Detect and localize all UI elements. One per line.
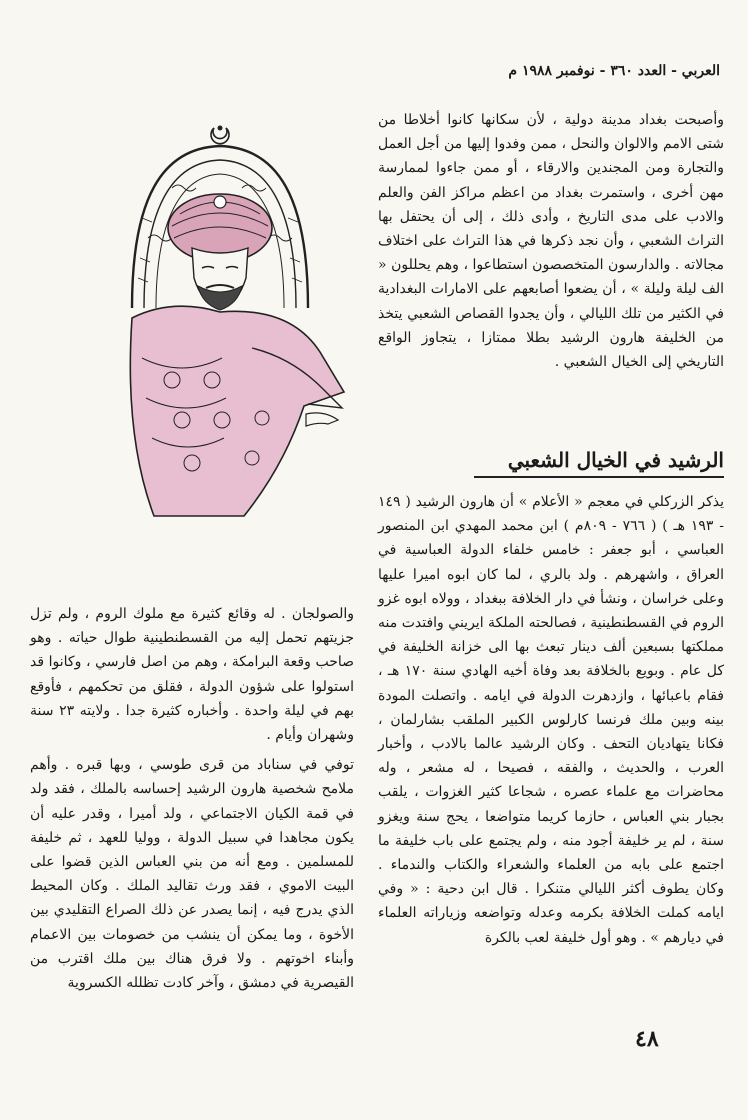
page-number: ٤٨: [635, 1026, 659, 1052]
left-column: [30, 602, 354, 995]
robe: [130, 306, 344, 516]
intro-paragraph: وأصبحت بغداد مدينة دولية ، لأن سكانها كانوا أخلاطا من شتى الامم والالوان والنحل ، ممن وفدوا إليها من أجل العمل والتجارة ومن المجندين والارقاء ، أو ممن جاءوا لممارسة مهن أخرى ، واستمرت بغداد من اعظم مراكز الفن والعلم والادب على مدى التاريخ ، وأدى ذلك ، إلى أن يحتفل بها التراث الشعبي ، وأن نجد ذكرها في هذا التراث على اختلاف مجالاته . والدارسون المتخصصون استطاعوا ، وهم يحللون « الف ليلة وليلة » ، أن يضعوا أصابعهم على الامارات البغدادية في الكثير من تلك الليالي ، وأن يجدوا القصاص الشعبي يتخذ من الخليفة هارون الرشيد بطلا ممتازا ، يتجاوز الواقع التاريخي إلى الخيال الشعبي .: [378, 112, 724, 371]
right-column: [378, 490, 724, 950]
crescent-icon: [211, 126, 229, 144]
pointing-hand-icon: [306, 413, 338, 426]
section-paragraph: يذكر الزركلي في معجم « الأعلام » أن هارون الرشيد ( ١٤٩ - ١٩٣ هـ ) ( ٧٦٦ - ٨٠٩م ) ابن محمد المهدي ابن المنصور العباسي ، أبو جعفر : خامس خلفاء الدولة العباسية في العراق ، واشهرهم . ولد بالري ، لما كان ابوه اميرا عليها وعلى خراسان ، ونشأ في دار الخلافة ببغداد ، وولاه ابوه غزو الروم في القسطنطينية ، فصالحته الملكة ايريني وافتدت منه مملكتها بسبعين ألف دينار تبعث بها الى خزانة الخليفة في كل عام . وبويع بالخلافة بعد وفاة أخيه الهادي سنة ١٧٠ هـ ، فقام باعبائها ، وازدهرت الدولة في ايامه . واتصلت المودة بينه وبين ملك فرنسا كارلوس الكبير الملقب بشارلمان ، فكانا يتهاديان التحف . وكان الرشيد عالما بالادب ، وأخبار العرب ، والحديث ، والفقه ، فصيحا ، له مشعر ، وله محاضرات مع علماء عصره ، شجاعا كثير الغزوات ، يلقب بجبار بني العباس ، حازما كريما متواضعا ، يحج سنة ويغزو سنة ، لم ير خليفة أجود منه ، ولم يجتمع على باب خليفة ما اجتمع على بابه من العلماء والشعراء والكتاب والندماء . وكان يطوف أكثر الليالي متنكرا . قال ابن دحية : « وفي ايامه كملت الخلافة بكرمه وعدله وتواضعه وزياراته العلماء في ديارهم » . وهو أول خليفة لعب بالكرة: [378, 494, 725, 946]
turban: [168, 194, 272, 262]
intro-column: [378, 108, 724, 374]
section-title: الرشيد في الخيال الشعبي: [474, 448, 724, 478]
harun-al-rashid-illustration: [102, 118, 352, 518]
left-paragraph-1: والصولجان . له وقائع كثيرة مع ملوك الروم ، ولم تزل جزيتهم تحمل إليه من القسطنطينية طوال حياته . وهو صاحب وقعة البرامكة ، وهم من اصل فارسي ، وكانوا قد استولوا على شؤون الدولة ، فقلق من تحكمهم ، فأوقع بهم في ليلة واحدة . وأخباره كثيرة جدا . ولايته ٢٣ سنة وشهران وأيام .: [30, 606, 354, 744]
face: [192, 248, 248, 310]
left-paragraph-2: توفي في سناباد من قرى طوسي ، وبها قبره . وأهم ملامح شخصية هارون الرشيد إحساسه بالملك ، فقد ولد في قمة الكيان الاجتماعي ، ولد أميرا ، وقدر عليه أن يكون مجاهدا في سبيل الدولة ، ووليا للعهد ، ثم خليفة للمسلمين . ومع أنه من بني العباس الذين قضوا على البيت الاموي ، فقد ورث تقاليد الملك . وكان المحيط الذي يدرج فيه ، إنما يصدر عن ذلك الصراع التقليدي بين الأخوة ، وما يمكن أن ينشب من خصومات بين الاعمام وأبناء اخوتهم . ولا فرق هناك بين ملك اقترب من القيصرية في دمشق ، وآخر كادت تظلله الكسروية: [30, 757, 354, 992]
page-header: العربي - العدد ٣٦٠ - نوفمبر ١٩٨٨ م: [508, 63, 720, 79]
